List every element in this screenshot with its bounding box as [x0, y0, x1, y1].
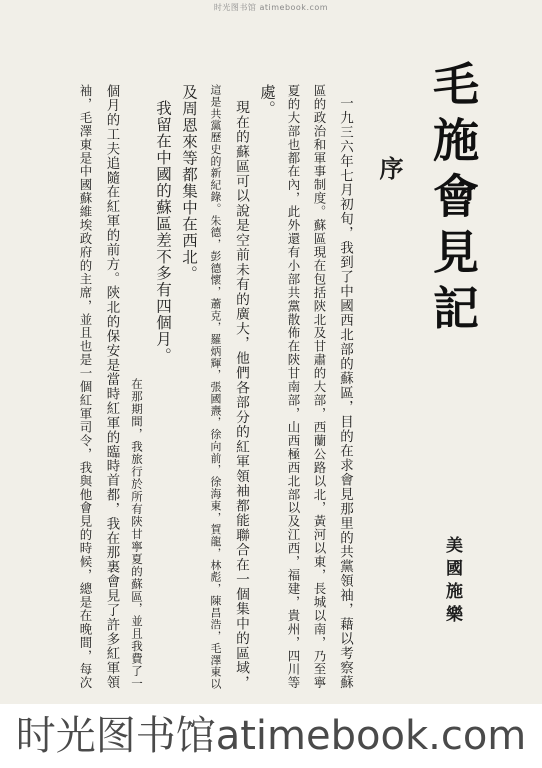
site-watermark: 时光图书馆atimebook.com	[0, 704, 542, 768]
body-line-11: 袖，毛澤東是中國蘇維埃政府的主席，並且也是一個紅軍司令，我與他會見的時候，總是在晚間，每次	[78, 84, 93, 690]
body-line-4: 處。	[258, 84, 276, 117]
body-line-3: 夏的大部也都在內，此外還有小部共黨散佈在陝甘南部，山西極西北部以及江西，福建，貴州，四川等	[286, 84, 301, 690]
body-line-7: 及周恩來等都集中在西北。	[180, 84, 198, 282]
site-url-header: 时光图书馆 atimebook.com	[213, 3, 329, 12]
author-name: 美國施樂	[442, 536, 462, 628]
body-line-2: 區的政治和軍事制度。蘇區現在包括陝北及甘肅的大部，西蘭公路以北，黃河以東，長城以南，乃至寧	[312, 84, 327, 690]
section-heading: 序	[375, 156, 404, 188]
body-line-10: 個月的工夫追隨在紅軍的前方。陝北的保安是當時紅軍的臨時首都，我在那裏會見了許多紅軍領	[104, 84, 119, 690]
body-line-6: 這是共黨歷史的新紀錄。朱德，彭德懷，蕭克，羅炳輝，張國燾，徐向前，徐海東，賀龍，林彪，陳昌浩，毛澤東以	[209, 84, 222, 690]
body-line-1: 一九三六年七月初旬，我到了中國西北部的蘇區，目的在求會見那里的共黨領袖，藉以考察蘇	[337, 96, 353, 690]
book-title: 毛施會見記	[426, 60, 480, 340]
body-line-8: 我留在中國的蘇區差不多有四個月。	[154, 100, 172, 364]
body-line-5: 現在的蘇區可以說是空前未有的廣大，他們各部分的紅軍領袖都能聯合在一個集中的區域，	[233, 100, 249, 690]
body-line-9: 在那期間，我旅行於所有陝甘寧夏的蘇區，並且我費了一	[130, 378, 144, 690]
